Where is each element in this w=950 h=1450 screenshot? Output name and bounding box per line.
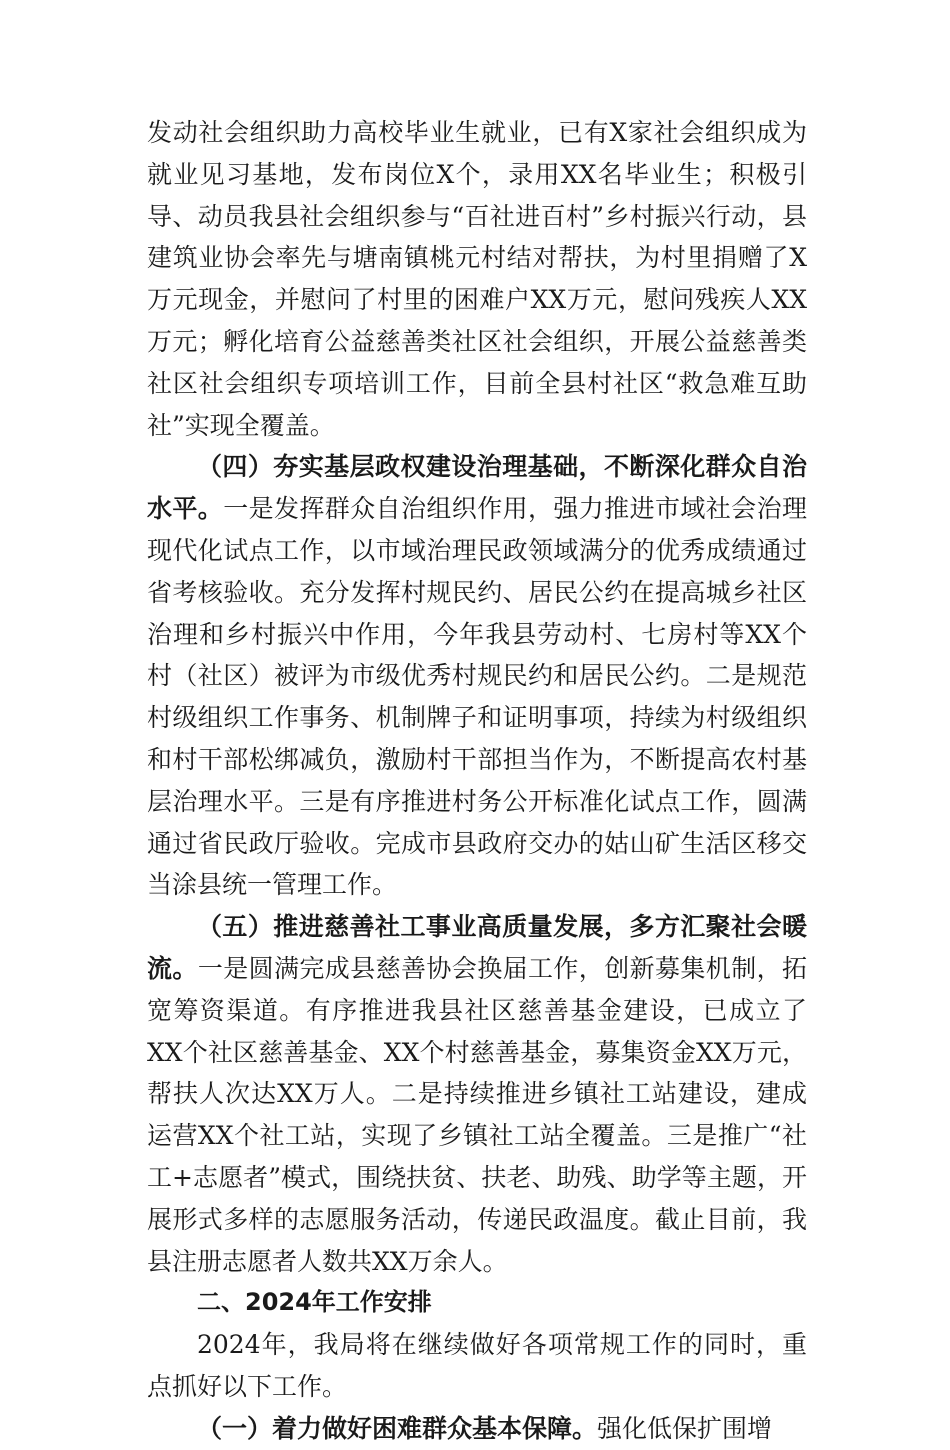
section-5-body: 一是圆满完成县慈善协会换届工作，创新募集机制，拓宽筹资渠道。有序推进我县社区慈善基金建设，已成立了XX个社区慈善基金、XX个村慈善基金，募集资金XX万元，帮扶人次达XX万人。二是持续推进乡镇社工站建设，建成运营XX个社工站，实现了乡镇社工站全覆盖。三是推广“社工+志愿者”模式，围绕扶贫、扶老、助残、助学等主题，开展形式多样的志愿服务活动，传递民政温度。截止目前，我县注册志愿者人数共XX万余人。 xyxy=(147,953,807,1276)
document-body xyxy=(147,112,807,1450)
paragraph-section-4 xyxy=(147,446,807,906)
section-5-lead: （五）推进慈善社工事业高质量发展，多方汇聚社会暖流。 xyxy=(147,912,807,983)
section-4-lead: （四）夯实基层政权建设治理基础，不断深化群众自治水平。 xyxy=(147,452,807,524)
paragraph-section-5 xyxy=(147,906,807,1282)
section-4-body: 一是发挥群众自治组织作用，强力推进市域社会治理现代化试点工作，以市域治理民政领域满分的优秀成绩通过省考核验收。充分发挥村规民约、居民公约在提高城乡社区治理和乡村振兴中作用，今年我县劳动村、七房村等XX个村（社区）被评为市级优秀村规民约和居民公约。二是规范村级组织工作事务、机制牌子和证明事项，持续为村级组织和村干部松绑减负，激励村干部担当作为，不断提高农村基层治理水平。三是有序推进村务公开标准化试点工作，圆满通过省民政厅验收。完成市县政府交办的姑山矿生活区移交当涂县统一管理工作。 xyxy=(147,494,807,900)
section-1-2024-lead: （一）着力做好困难群众基本保障。 xyxy=(197,1413,598,1443)
paragraph-text: 发动社会组织助力高校毕业生就业，已有X家社会组织成为就业见习基地，发布岗位X个，录用XX名毕业生；积极引导、动员我县社会组织参与“百社进百村”乡村振兴行动，县建筑业协会率先与塘南镇桃元村结对帮扶，为村里捐赠了X万元现金，并慰问了村里的困难户XX万元，慰问残疾人XX万元；孵化培育公益慈善类社区社会组织，开展公益慈善类社区社会组织专项培训工作，目前全县村社区“救急难互助社”实现全覆盖。 xyxy=(147,118,807,440)
heading-2024-work-plan: 二、2024年工作安排 xyxy=(197,1288,432,1317)
paragraph-2024-section-1 xyxy=(147,1408,807,1450)
intro-2024-text: 2024年，我局将在继续做好各项常规工作的同时，重点抓好以下工作。 xyxy=(147,1330,807,1401)
paragraph-social-organizations xyxy=(147,112,807,446)
section-1-2024-body: 强化低保扩围增 xyxy=(597,1413,773,1443)
paragraph-2024-intro xyxy=(147,1324,807,1408)
